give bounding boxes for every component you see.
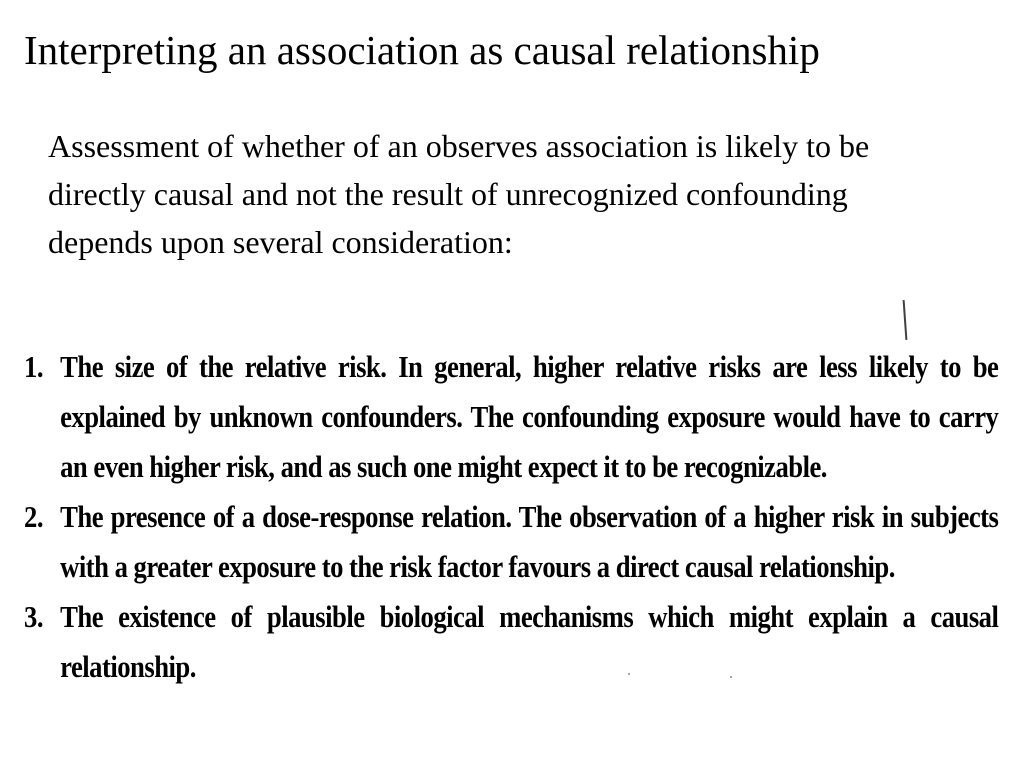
- list-item-text: The presence of a dose-response relation. The observation of a higher risk in subjects with a greater exposure to the risk factor favours a direct causal relationship.: [60, 499, 999, 584]
- list-item-number: 3.: [24, 599, 43, 634]
- slide-title: Interpreting an association as causal relationship: [24, 27, 820, 73]
- scanned-considerations-excerpt: [24, 342, 999, 692]
- list-item-number: 1.: [24, 349, 43, 384]
- list-item-number: 2.: [24, 499, 43, 534]
- list-item: [24, 492, 998, 592]
- intro-paragraph: [48, 122, 928, 266]
- scan-artifact-mark: [903, 300, 908, 340]
- list-item-text: The existence of plausible biological mechanisms which might explain a causal relationship.: [60, 599, 999, 684]
- list-item: [24, 592, 998, 692]
- intro-text: Assessment of whether of an observes association is likely to be directly causal and not the result of unrecognized confounding depends upon several consideration:: [48, 128, 870, 260]
- list-item: [24, 342, 998, 492]
- scan-speck: [628, 673, 630, 675]
- considerations-list: [24, 342, 998, 692]
- list-item-text: The size of the relative risk. In general, higher relative risks are less likely to be explained by unknown confounders. The confounding exposure would have to carry an even higher risk, and as such one might expect it to be recognizable.: [60, 349, 999, 484]
- scan-speck: [730, 676, 732, 678]
